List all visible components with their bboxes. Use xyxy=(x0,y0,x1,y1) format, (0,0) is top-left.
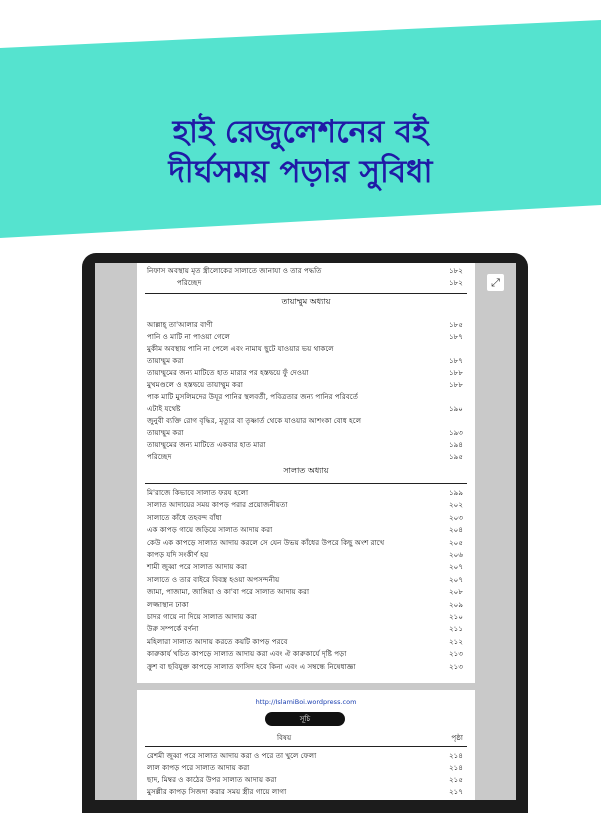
toc-entry-title: জামা, পাজামা, জাঙ্গিয়া ও কা'বা পরে সালাত আদায় করা xyxy=(147,587,310,597)
toc-row[interactable]: নিফাস অবস্থায় মৃত স্ত্রীলোকের সালাতে জানাযা ও তার পদ্ধতি ১৮২ xyxy=(147,266,463,275)
toc-entry-page: ২০২ xyxy=(448,500,463,510)
toc-entry-title: আল্লাহ্ তা'আলার বাণী xyxy=(147,320,213,329)
toc-entry-page: ১৯৫ xyxy=(449,452,463,461)
toc-entry-page: ১৯৯ xyxy=(449,488,463,497)
toc-entry-title: কাপড় যদি সংকীর্ণ হয় xyxy=(147,550,209,559)
expand-icon[interactable]: ⤢ xyxy=(487,274,504,291)
section-heading: সালাত অধ্যায় xyxy=(283,466,329,475)
column-header: বিষয় পৃষ্ঠা xyxy=(277,733,463,742)
toc-row[interactable] xyxy=(147,391,463,403)
toc-entry-title: এক কাপড় গায়ে জড়িয়ে সালাত আদায় করা xyxy=(147,525,273,535)
toc-entry-page: ১৯০ xyxy=(448,404,463,413)
toc-entry-title: শামী জুব্বা পরে সালাত আদায় করা xyxy=(147,562,247,572)
toc-entry-title: মুসল্লীর কাপড় সিজদা করার সময় স্ত্রীর গায়ে লাগা xyxy=(147,787,287,796)
toc-row[interactable] xyxy=(147,648,463,660)
toc-entry-title: তায়াম্মুমের জন্য মাটিতে হাত মারার পর হস্তদ্বয়ে ফুঁ দেওয়া xyxy=(147,368,309,377)
toc-entry-title: পরিচ্ছেদ xyxy=(147,452,172,461)
toc-entry-page: ২০৬ xyxy=(448,550,463,559)
toc-row[interactable]: পরিচ্ছেদ ১৮২ xyxy=(177,278,463,287)
toc-row[interactable] xyxy=(147,549,463,561)
toc-row[interactable] xyxy=(147,403,463,415)
toc-entry-title: মহিলারা সালাত আদায় করতে কয়টি কাপড় পরবে xyxy=(147,636,288,646)
toc-row[interactable] xyxy=(147,512,463,524)
toc-entry-page: ২০৩ xyxy=(448,512,463,522)
toc-row[interactable] xyxy=(147,319,463,331)
toc-row[interactable] xyxy=(147,786,463,798)
toc-entry-page: ১৮৫ xyxy=(449,320,463,329)
toc-entry-title: সালাতে কাঁধে তহবন্দ বাঁধা xyxy=(147,512,222,522)
toc-row[interactable] xyxy=(147,611,463,623)
toc-entry-title: সালাতে ও তার বাইরে বিবস্ত্র হওয়া অপসন্দনীয় xyxy=(147,574,280,584)
toc-entry-title: তায়াম্মুম করা xyxy=(147,428,184,437)
toc-row[interactable] xyxy=(147,561,463,573)
toc-entry-page: ১৯৪ xyxy=(449,440,463,449)
toc-entry-title: জুনুবী ব্যক্তি রোগ বৃদ্ধির, মৃত্যুর বা তৃষ্ণার্ত থেকে যাওয়ার আশংকা বোধ হলে xyxy=(147,416,362,425)
toc-entry-page: ২১৫ xyxy=(448,775,463,784)
section-heading: তায়াম্মুম অধ্যায় xyxy=(281,297,331,306)
page-tag: সূচি xyxy=(265,712,345,726)
toc-entry-page: ২১৪ xyxy=(448,751,463,760)
toc-row[interactable] xyxy=(147,331,463,343)
toc-row[interactable] xyxy=(147,415,463,427)
toc-entry-page: ২০৭ xyxy=(448,574,463,584)
divider xyxy=(145,293,467,294)
toc-row[interactable] xyxy=(147,574,463,586)
toc-row[interactable] xyxy=(147,524,463,536)
toc-entry-title: ক্রুশ বা ছবিযুক্ত কাপড়ে সালাত ফাসিদ হবে কিনা এবং এ সম্বন্ধে নিষেধাজ্ঞা xyxy=(147,661,356,671)
toc-row[interactable] xyxy=(147,661,463,673)
toc-entry-page: ১৮৭ xyxy=(448,332,463,341)
toc-entry-page: ২১৭ xyxy=(448,787,463,796)
toc-entry-page: ২০৪ xyxy=(448,525,463,535)
headline-line-1: হাই রেজুলেশনের বই xyxy=(172,114,429,150)
toc-entry-page: ২১২ xyxy=(448,636,463,646)
toc-entry-title: লজ্জাস্থান ঢাকা xyxy=(147,599,189,609)
toc-row[interactable] xyxy=(147,586,463,598)
toc-row[interactable] xyxy=(147,750,463,762)
toc-row[interactable] xyxy=(147,599,463,611)
toc-entry-title: এটাই যথেষ্ট xyxy=(147,404,181,413)
toc-row[interactable] xyxy=(147,499,463,511)
toc-entry-title: তায়াম্মুমের জন্য মাটিতে একবার হাত মারা xyxy=(147,440,266,449)
toc-entry-page: ২০৯ xyxy=(448,599,463,609)
toc-entry-page: ১৮৭ xyxy=(448,356,463,365)
toc-entry-title: মি'রাজে কিভাবে সালাত ফরয হলো xyxy=(147,488,249,497)
toc-entry-title: চাদর গায়ে না দিয়ে সালাত আদায় করা xyxy=(147,612,257,621)
divider xyxy=(145,746,467,747)
toc-entry-page: ১৮৮ xyxy=(449,380,463,389)
toc-entry-page: ২১৩ xyxy=(448,649,463,659)
toc-row[interactable] xyxy=(147,379,463,391)
headline-line-2: দীর্ঘসময় পড়ার সুবিধা xyxy=(168,154,433,190)
toc-entry-page: ১৯৩ xyxy=(448,428,463,437)
website-url[interactable]: http://IslamiBoi.wordpress.com xyxy=(255,698,357,706)
book-page-2 xyxy=(137,690,475,800)
toc-row[interactable] xyxy=(147,343,463,355)
toc-entry-title: কেউ এক কাপড়ে সালাত আদায় করলে সে যেন উভয় কাঁধের উপরে কিছু অংশ রাখে xyxy=(147,537,385,547)
toc-row[interactable] xyxy=(147,439,463,451)
divider xyxy=(145,483,467,484)
toc-row[interactable] xyxy=(147,774,463,786)
toc-entry-title: লাল কাপড় পরে সালাত আদায় করা xyxy=(147,763,250,772)
toc-entry-title: পানি ও মাটি না পাওয়া গেলে xyxy=(147,332,230,341)
toc-entry-title: সালাত আদায়ের সময় কাপড় পরার প্রয়োজনীয়তা xyxy=(147,500,288,510)
toc-entry-page: ২০৭ xyxy=(448,562,463,572)
book-page-1 xyxy=(137,263,475,683)
toc-entry-title: ছাদ, মিম্বর ও কাঠের উপর সালাত আদায় করা xyxy=(147,775,277,784)
toc-row[interactable] xyxy=(147,636,463,648)
toc-entry-page: ২১০ xyxy=(448,612,463,621)
toc-row[interactable] xyxy=(147,451,463,463)
toc-row[interactable] xyxy=(147,623,463,635)
toc-row[interactable] xyxy=(147,487,463,499)
toc-entry-page: ১৮৮ xyxy=(449,368,463,377)
toc-entry-page: ২০৫ xyxy=(448,537,463,547)
toc-entry-title: মুকীম অবস্থায় পানি না পেলে এবং নামায ছুটে যাওয়ার ভয় থাকলে xyxy=(147,344,334,353)
toc-entry-page: ২০৮ xyxy=(448,587,463,597)
toc-entry-page: ২১১ xyxy=(448,624,463,634)
toc-entry-title: তায়াম্মুম করা xyxy=(147,356,184,365)
toc-entry-title: উরু সম্পর্কে বর্ণনা xyxy=(147,624,199,634)
toc-row[interactable] xyxy=(147,762,463,774)
toc-row[interactable] xyxy=(147,367,463,379)
toc-entry-title: রেশমী জুব্বা পরে সালাত আদায় করা ও পরে তা খুলে ফেলা xyxy=(147,751,317,760)
toc-row[interactable] xyxy=(147,355,463,367)
toc-row[interactable] xyxy=(147,537,463,549)
toc-entry-title: পাক মাটি মুসলিমদের উযূর পানির স্থলবর্তী, পবিত্রতার জন্য পানির পরিবর্তে xyxy=(147,392,359,401)
toc-row[interactable] xyxy=(147,427,463,439)
toc-entry-page: ২১৪ xyxy=(448,763,463,772)
toc-entry-page: ২১৩ xyxy=(448,661,463,671)
toc-entry-title: কারুকার্য খচিত কাপড়ে সালাত আদায় করা এবং ঐ কারুকার্যে দৃষ্টি পড়া xyxy=(147,649,347,659)
toc-entry-title: মুখমণ্ডলে ও হস্তদ্বয়ে তায়াম্মুম করা xyxy=(147,380,243,389)
